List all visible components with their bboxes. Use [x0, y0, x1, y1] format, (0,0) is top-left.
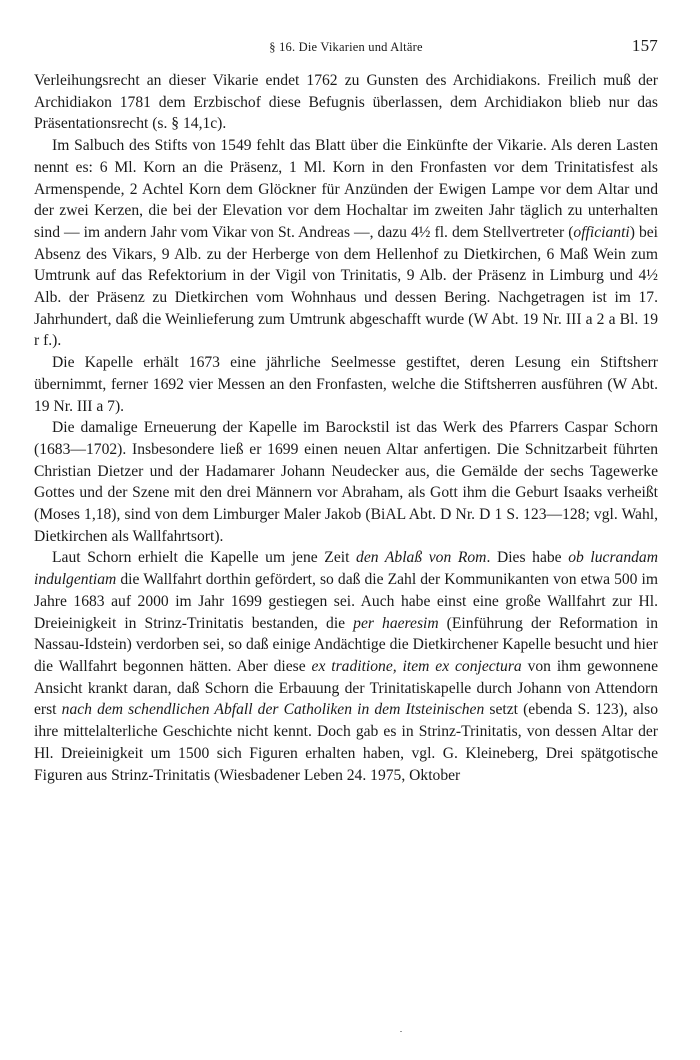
section-title: § 16. Die Vikarien und Altäre	[269, 40, 423, 54]
running-head	[34, 36, 658, 60]
text-run: (Einführung der Reformation in Nassau-Idstein) verdorben sei, so daß einige Andächtige die Dietkirchener Kapelle besucht und hier die Wallfahrt begonnen hätten. Aber diese	[34, 614, 658, 675]
body-text	[34, 70, 658, 786]
italic-phrase: den Ablaß von Rom	[356, 549, 487, 567]
paragraph	[34, 135, 658, 352]
text-run: die Wallfahrt dorthin gefördert, so daß die Zahl der Kommunikanten von etwa 500 im Jahre 1683 auf 2000 im Jahr 1699 gestiegen sei. Auch habe einst eine große Wallfahrt zur Hl. Dreieinigkeit in Strinz-Trinitatis bestanden, die	[34, 571, 658, 632]
text-run: von ihm gewonnene Ansicht krankt daran, daß Schorn die Erbauung der Trinitatiskapelle durch Johann von Attendorn erst	[34, 657, 658, 719]
text-run: Im Salbuch des Stifts von 1549 fehlt das Blatt über die Einkünfte der Vikarie. Als deren Lasten nennt es: 6 Ml. Korn an die Präsenz, 1 Ml. Korn in den Fronfasten vor dem Trinitatisfest als Armenspende, 2 Achtel Korn dem Glöckner für Anzünden der Ewigen Lampe vor dem Altar und der zwei Kerzen, die bei der Elevation vor dem Hochaltar im zweiten Jahr täglich zu unterhalten sind — im andern Jahr vom Vikar von St. Andreas —, dazu 4½ fl. dem Stellvertreter (	[34, 137, 658, 241]
text-run: Die damalige Erneuerung der Kapelle im Barockstil ist das Werk des Pfarrers Caspar Schorn (1683—1702). Insbesondere ließ er 1699 einen neuen Altar anfertigen. Die Schnitzarbeit führten Christian Dietzer und der Hadamarer Johann Neudecker aus, die Gemälde der sechs Tagewerke Gottes und der Szene mit den drei Männern vor Abraham, als Gott ihm die Geburt Isaaks verheißt (Moses 1,18), sind von dem Limburger Maler Jakob (BiAL Abt. D Nr. D 1 S. 123—128; vgl. Wahl, Dietkirchen als Wallfahrtsort).	[34, 419, 658, 545]
paragraph	[34, 547, 658, 786]
page	[34, 36, 658, 786]
scan-speck	[400, 1031, 402, 1032]
text-run: Laut Schorn erhielt die Kapelle um jene Zeit	[52, 549, 357, 567]
page-number: 157	[631, 36, 658, 55]
text-run: Die Kapelle erhält 1673 eine jährliche Seelmesse gestiftet, deren Lesung ein Stiftsherr übernimmt, ferner 1692 vier Messen an den Fronfasten, welche die Stiftsherren ausführen (W Abt. 19 Nr. III a 7).	[34, 354, 658, 415]
text-run: ) bei Absenz des Vikars, 9 Alb. zu der Herberge von dem Hellenhof zu Dietkirchen, 6 Maß Wein zum Umtrunk auf das Refektorium in der Vigil von Trinitatis, 9 Alb. der Präsenz in Limburg und 4½ Alb. der Präsenz zu Dietkirchen vom Wohnhaus und dessen Bering. Nachgetragen ist im 17. Jahrhundert, daß die Weinlieferung zum Umtrunk abgeschafft wurde (W Abt. 19 Nr. III a 2 a Bl. 19 r f.).	[34, 223, 658, 350]
paragraph	[34, 352, 658, 417]
text-run: Verleihungsrecht an dieser Vikarie endet 1762 zu Gunsten des Archidiakons. Freilich muß der Archidiakon 1781 dem Erzbischof diese Befugnis überlassen, dem Archidiakon blieb nur das Präsentationsrecht (s. § 14,1c).	[34, 72, 658, 133]
paragraph	[34, 70, 658, 135]
italic-phrase: ex traditione, item ex conjectura	[311, 657, 522, 675]
italic-phrase: per haeresim	[353, 614, 439, 632]
italic-phrase: officianti	[573, 223, 630, 241]
text-run: . Dies habe	[486, 549, 569, 567]
paragraph	[34, 417, 658, 547]
italic-phrase: ob lucrandam indulgentiam	[34, 549, 658, 589]
text-run: setzt (ebenda S. 123), also ihre mittelalterliche Geschichte nicht kennt. Doch gab es in Strinz-Trinitatis, von dessen Altar der Hl. Dreieinigkeit um 1500 sich Figuren erhalten haben, vgl. G. Kleineberg, Drei spätgotische Figuren aus Strinz-Trinitatis (Wiesbadener Leben 24. 1975, Oktober	[34, 701, 658, 784]
italic-phrase: nach dem schendlichen Abfall der Catholiken in dem Itsteinischen	[61, 701, 485, 719]
